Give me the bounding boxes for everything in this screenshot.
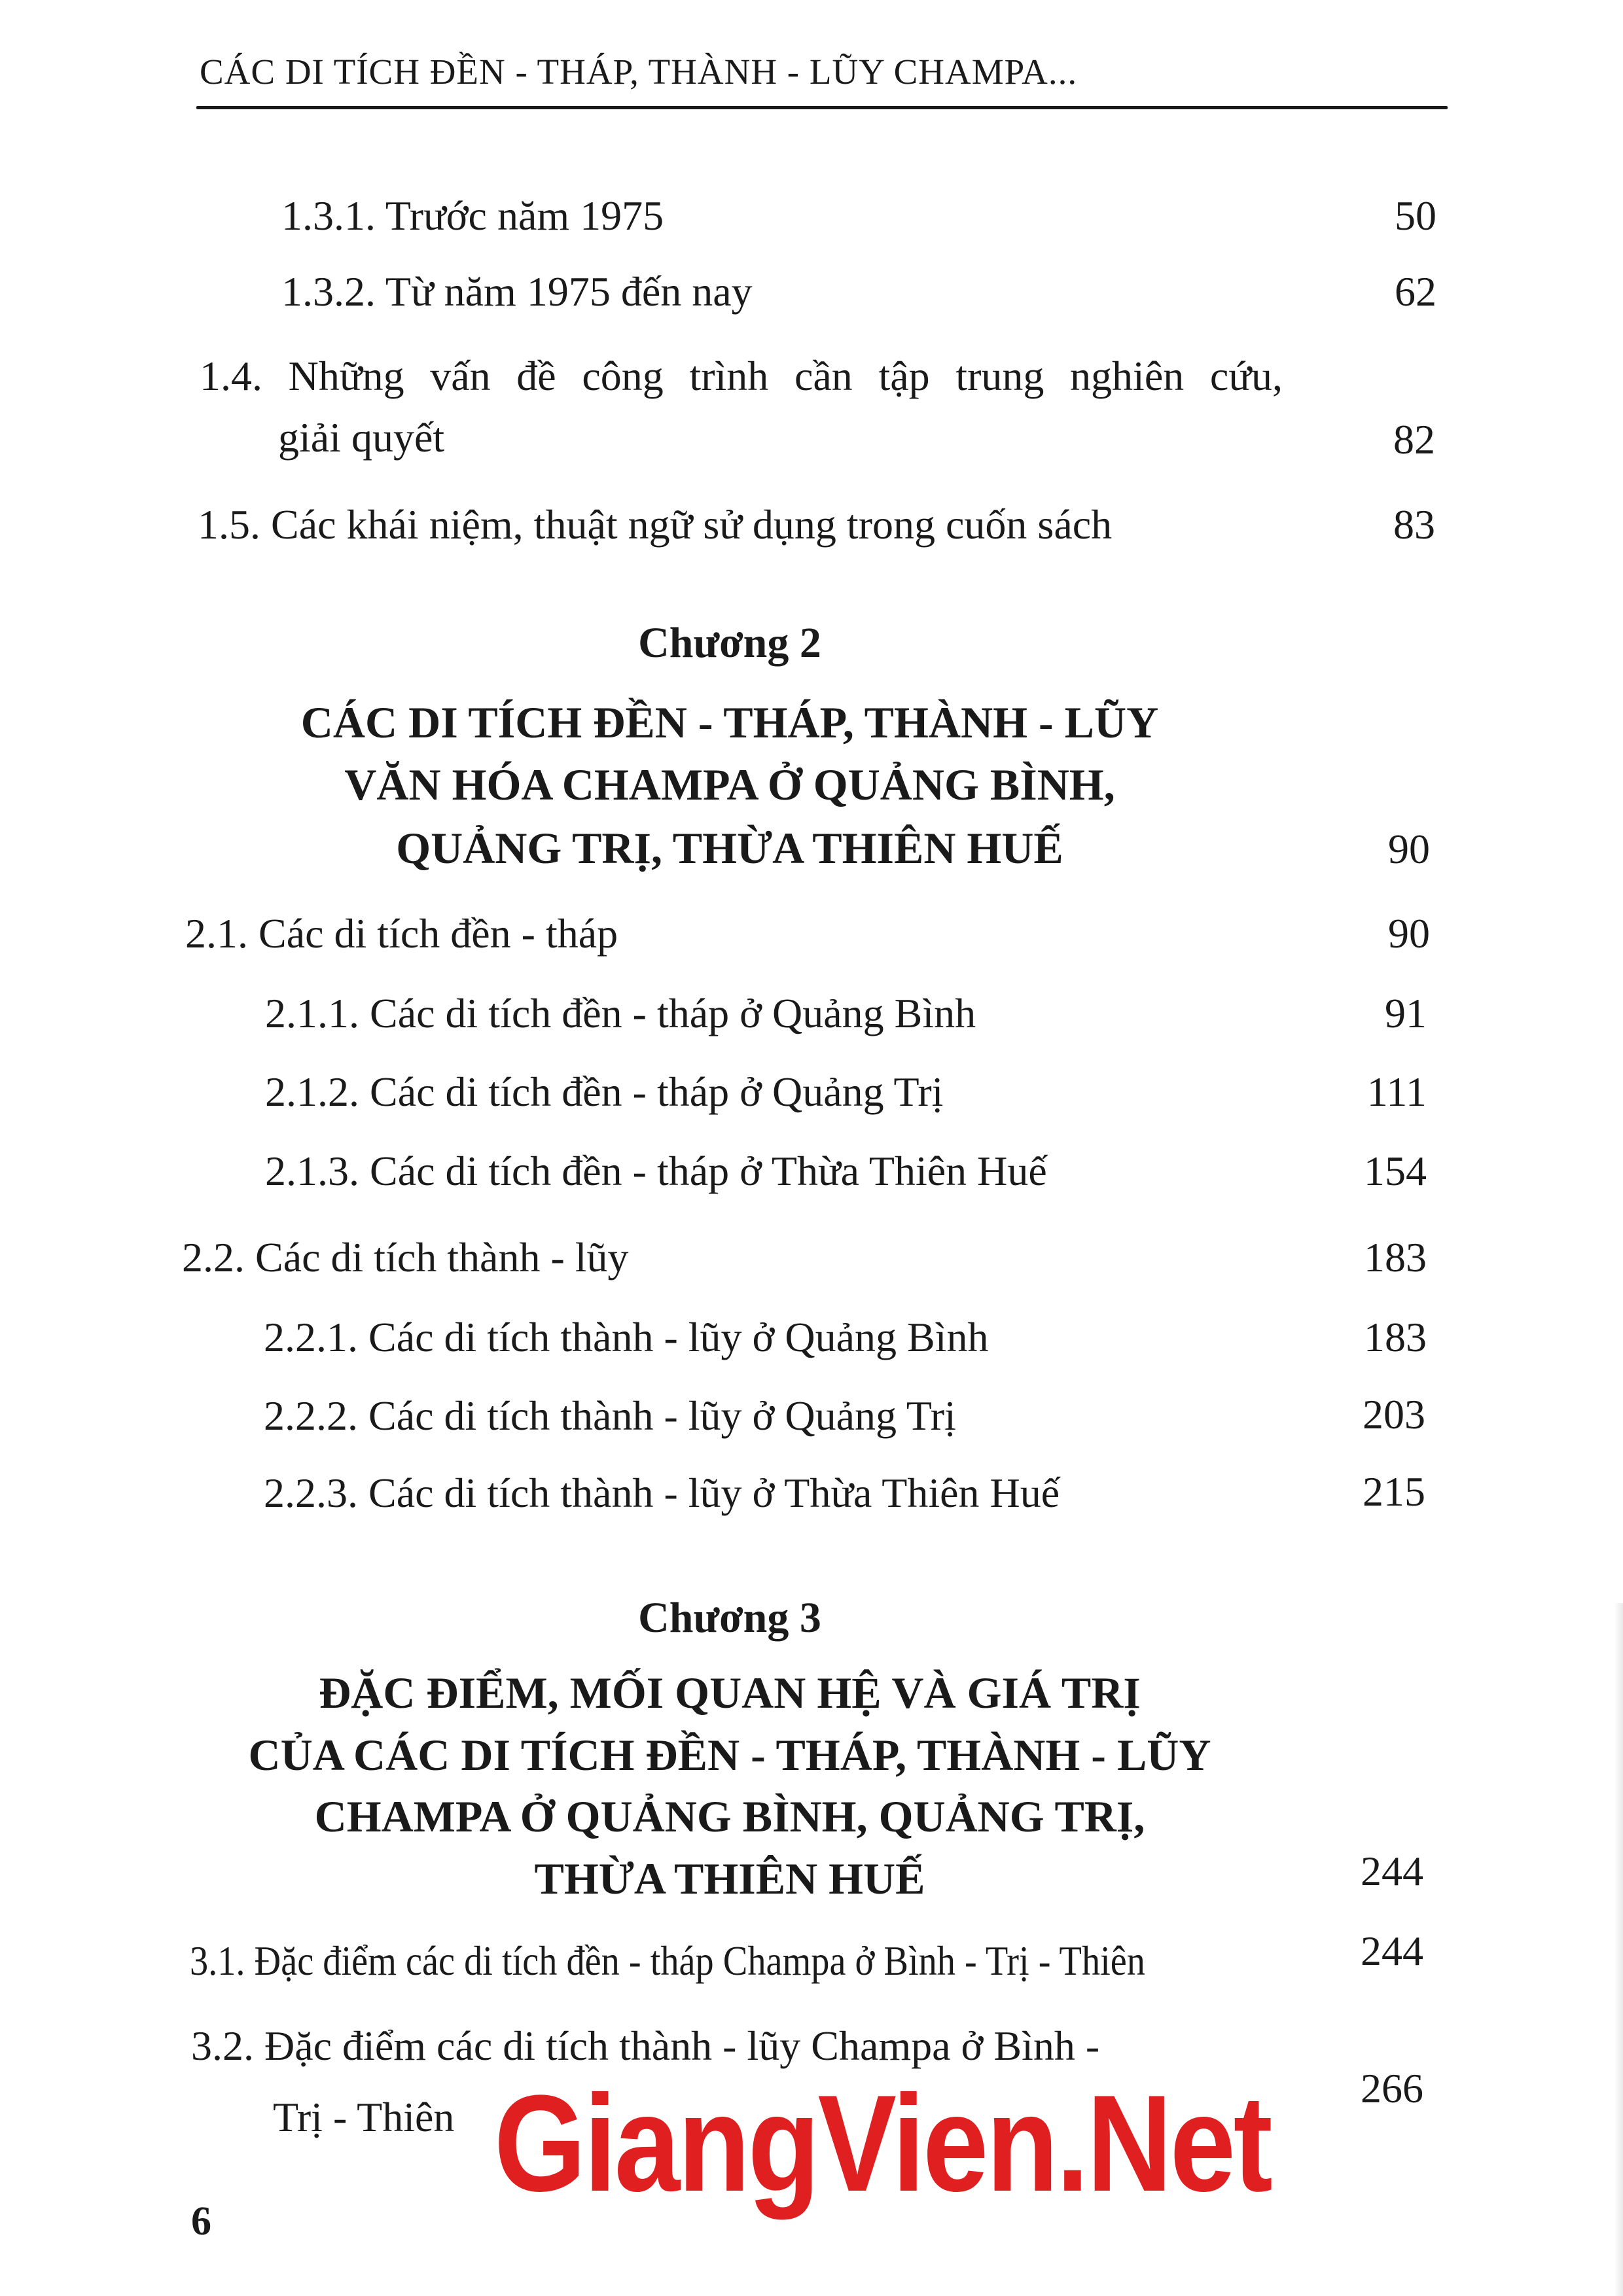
chapter-2-title-line3: QUẢNG TRỊ, THỪA THIÊN HUẾ [396, 823, 1063, 873]
toc-entry-2-2: 2.2. Các di tích thành - lũy [182, 1234, 629, 1280]
chapter-3-label: Chương 3 [638, 1594, 821, 1642]
toc-page-1-3-2: 62 [1395, 268, 1436, 315]
toc-page-2-1-1: 91 [1385, 990, 1427, 1036]
toc-entry-2-1: 2.1. Các di tích đền - tháp [185, 910, 618, 957]
chapter-3-title-line1: ĐẶC ĐIỂM, MỐI QUAN HỆ VÀ GIÁ TRỊ [319, 1668, 1141, 1718]
toc-page-2-2-2: 203 [1363, 1391, 1425, 1438]
header-rule [196, 106, 1448, 109]
chapter-3-title-line4: THỪA THIÊN HUẾ [534, 1854, 925, 1903]
toc-page-3-1: 244 [1361, 1928, 1423, 1974]
toc-entry-1-3-2: 1.3.2. Từ năm 1975 đến nay [281, 268, 753, 315]
chapter-3-title-line3: CHAMPA Ở QUẢNG BÌNH, QUẢNG TRỊ, [314, 1792, 1145, 1841]
toc-entry-2-1-2: 2.1.2. Các di tích đền - tháp ở Quảng Trị [265, 1069, 944, 1115]
toc-entry-3-2-line2: Trị - Thiên [273, 2094, 455, 2140]
toc-entry-2-2-2: 2.2.2. Các di tích thành - lũy ở Quảng Trị [264, 1392, 956, 1439]
toc-entry-3-1: 3.1. Đặc điểm các di tích đền - tháp Champa ở Bình - Trị - Thiên [190, 1937, 1145, 1984]
toc-page-3-2: 266 [1361, 2065, 1423, 2111]
toc-page-1-3-1: 50 [1395, 192, 1436, 239]
toc-entry-1-3-1: 1.3.1. Trước năm 1975 [281, 192, 664, 239]
toc-entry-2-2-1: 2.2.1. Các di tích thành - lũy ở Quảng Bình [264, 1314, 989, 1360]
toc-entry-2-1-1: 2.1.1. Các di tích đền - tháp ở Quảng Bình [265, 990, 976, 1036]
toc-page-2-2: 183 [1364, 1234, 1427, 1280]
toc-entry-1-4-line2: giải quyết [278, 414, 445, 461]
page-number: 6 [191, 2199, 211, 2244]
toc-page-2-1-2: 111 [1366, 1069, 1427, 1115]
toc-page-chapter-2: 90 [1388, 826, 1430, 872]
toc-page-chapter-3: 244 [1361, 1848, 1423, 1894]
running-head: CÁC DI TÍCH ĐỀN - THÁP, THÀNH - LŨY CHAMPA... [200, 52, 1078, 92]
toc-page-2-1-3: 154 [1364, 1148, 1427, 1194]
toc-page-2-1: 90 [1388, 910, 1430, 957]
toc-entry-3-2-line1: 3.2. Đặc điểm các di tích thành - lũy Champa ở Bình - [191, 2022, 1100, 2069]
watermark: GiangVien.Net [494, 2066, 1271, 2220]
chapter-3-title-line2: CỦA CÁC DI TÍCH ĐỀN - THÁP, THÀNH - LŨY [248, 1730, 1211, 1780]
chapter-2-title-line1: CÁC DI TÍCH ĐỀN - THÁP, THÀNH - LŨY [300, 698, 1159, 747]
toc-entry-2-2-3: 2.2.3. Các di tích thành - lũy ở Thừa Thiên Huế [264, 1470, 1060, 1516]
toc-page-2-2-3: 215 [1363, 1468, 1425, 1515]
scan-edge-shadow [1614, 1603, 1623, 2296]
chapter-2-label: Chương 2 [638, 619, 821, 667]
toc-page-1-4: 82 [1393, 416, 1435, 463]
toc-page-2-2-1: 183 [1364, 1314, 1427, 1360]
toc-entry-1-4-line1: 1.4. Những vấn đề công trình cần tập trung nghiên cứu, [200, 353, 1283, 399]
toc-entry-2-1-3: 2.1.3. Các di tích đền - tháp ở Thừa Thiên Huế [265, 1148, 1047, 1194]
toc-page-1-5: 83 [1393, 501, 1435, 548]
toc-entry-1-5: 1.5. Các khái niệm, thuật ngữ sử dụng trong cuốn sách [198, 501, 1113, 548]
chapter-2-title-line2: VĂN HÓA CHAMPA Ở QUẢNG BÌNH, [344, 760, 1115, 809]
